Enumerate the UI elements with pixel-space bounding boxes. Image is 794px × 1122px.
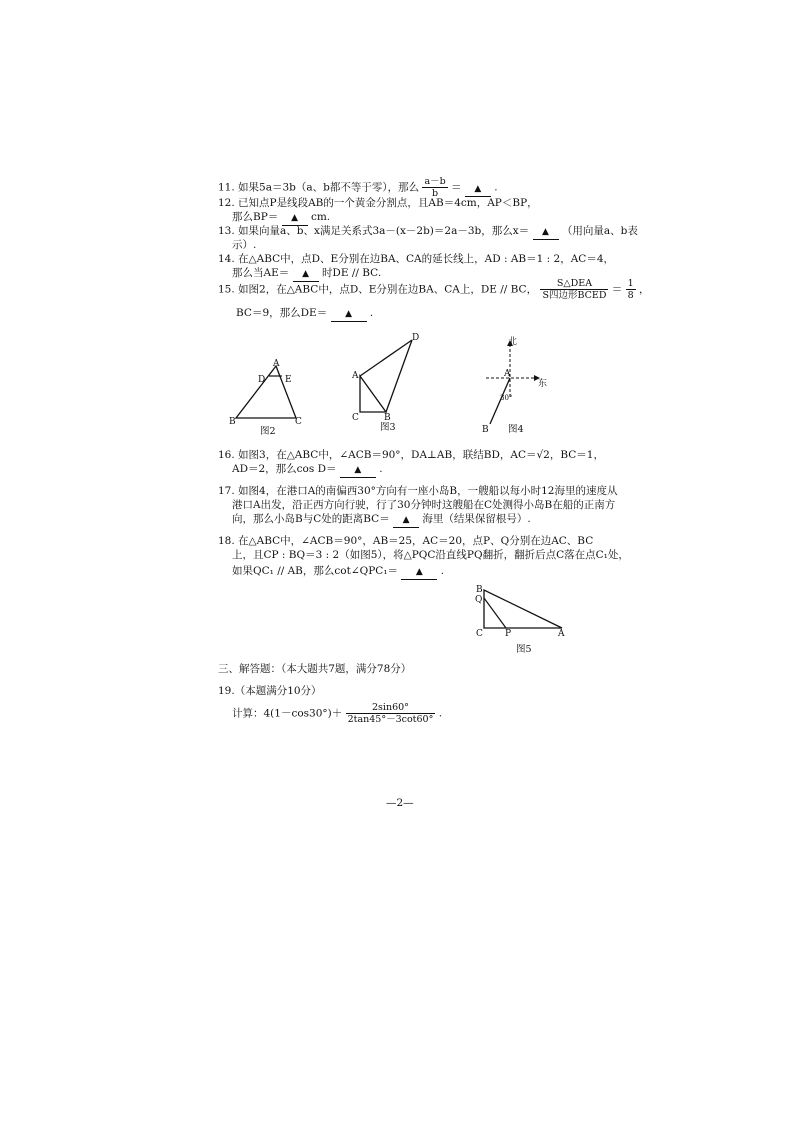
fig5-caption: 图5: [516, 644, 532, 655]
q11-text: 11. 如果5a＝3b（a、b都不等于零），那么: [218, 181, 420, 194]
fig5-label-p: P: [505, 629, 512, 639]
q17-line1: 17. 如图4，在港口A的南偏西30°方向有一座小岛B，一艘船以每小时12海里的速度从: [218, 485, 618, 497]
q15-ratio-fraction: [626, 278, 636, 301]
q15-line2-pre: BC＝9，那么DE＝: [236, 307, 328, 319]
q15-frac2-den: 8: [627, 290, 634, 301]
fig3-segment-bd: [386, 340, 412, 412]
fig3-label-d: D: [412, 333, 420, 343]
fig2-label-b: B: [229, 417, 236, 427]
figure-5: [472, 584, 572, 656]
question-15-line2: [236, 306, 373, 322]
q13-post: （用向量a、b表: [561, 225, 638, 237]
q17-post: 海里（结果保留根号）.: [422, 513, 531, 525]
question-18-line1: [218, 534, 593, 548]
q12-pre: 那么BP＝: [232, 211, 279, 223]
q19-post: .: [438, 707, 443, 720]
fig5-segment-pq: [484, 598, 506, 628]
q18-answer-blank: ▲: [401, 565, 437, 580]
question-13-line2: [232, 238, 256, 252]
fig5-label-a: A: [558, 629, 565, 639]
q15-eq: ＝: [611, 283, 623, 296]
q14-text: 14. 在△ABC中，点D、E分别在边BA、CA的延长线上，AD : AB＝1 : 2，AC＝4，: [218, 253, 615, 265]
section-3-text: 三、解答题：（本大题共7题，满分78分）: [218, 663, 412, 675]
question-18-line3: [232, 564, 444, 580]
q15-comma: ，: [639, 283, 650, 296]
fig4-label-b: B: [482, 425, 489, 435]
q15-frac1-num: S△DEA: [540, 278, 608, 290]
q13-line2: 示）.: [232, 239, 257, 251]
section-3-title: [218, 662, 411, 676]
figure-4: [476, 336, 556, 436]
q18-pre: 如果QC₁ // AB，那么cot∠QPC₁＝: [232, 565, 399, 577]
fig2-triangle: [236, 366, 296, 418]
q11-answer-blank: ▲: [465, 182, 491, 197]
q17-answer-blank: ▲: [393, 513, 419, 528]
q14-pre: 那么当AE＝: [232, 267, 290, 279]
q14-answer-blank: ▲: [293, 267, 319, 282]
fig3-segment-ad: [360, 340, 412, 376]
q15-area-fraction: [540, 278, 608, 301]
q12-post: cm.: [310, 211, 331, 223]
fig2-label-c: C: [295, 417, 302, 427]
fig4-label-a: A: [504, 369, 511, 379]
q13-answer-blank: ▲: [533, 225, 559, 240]
q13-pre: 13. 如果向量a、b、x满足关系式3a－(x－2b)＝2a－3b，那么x＝: [218, 225, 530, 237]
q19-denominator: 2tan45°－3cot60°: [347, 714, 434, 725]
q18-line2: 上，且CP : BQ＝3 : 2（如图5），将△PQC沿直线PQ翻折，翻折后点C落在点C₁处，: [232, 549, 629, 561]
q15-frac2-num: 1: [627, 278, 634, 289]
fig5-label-q: Q: [475, 595, 483, 605]
q15-frac1-den: S四边形BCED: [542, 290, 607, 301]
fig5-label-c: C: [476, 629, 483, 639]
q16-text: 16. 如图3，在△ABC中，∠ACB＝90°，DA⊥AB，联结BD，AC＝√2，BC＝1，: [218, 449, 604, 461]
question-19-title: [218, 684, 322, 698]
q17-pre: 向，那么小岛B与C处的距离BC＝: [232, 513, 390, 525]
fig2-label-a: A: [273, 359, 280, 369]
fig3-label-c: C: [352, 413, 359, 423]
q11-end: .: [494, 181, 498, 194]
q11-denominator: b: [432, 188, 439, 199]
question-16-line1: [218, 448, 604, 462]
fig4-label-east: 东: [538, 379, 548, 389]
figure-3: [346, 330, 426, 434]
question-12-line1: [218, 196, 538, 210]
page-number-text: —2—: [386, 797, 414, 809]
q18-post: .: [440, 565, 445, 577]
fig2-label-d: D: [258, 375, 266, 385]
q16-pre: AD＝2，那么cos D＝: [232, 463, 337, 475]
question-18-line2: [232, 548, 629, 562]
q18-line1: 18. 在△ABC中，∠ACB＝90°，AB＝25，AC＝20，点P、Q分别在边AC、BC: [218, 535, 594, 547]
q15-answer-blank: ▲: [331, 307, 367, 322]
q16-post: .: [379, 463, 383, 475]
question-16-line2: [232, 462, 383, 478]
q14-post: 时DE // BC.: [321, 267, 382, 279]
fig5-triangle: [484, 590, 562, 628]
fig4-angle-label: 30°: [500, 394, 513, 402]
q19-fraction: [346, 702, 436, 725]
q16-answer-blank: ▲: [340, 463, 376, 478]
fig2-caption: 图2: [260, 426, 276, 437]
q11-eq: ＝: [451, 181, 462, 194]
question-17-line3: [232, 512, 531, 528]
fig4-caption: 图4: [508, 424, 524, 435]
page-number: [386, 796, 414, 810]
fig3-caption: 图3: [380, 422, 396, 433]
fig3-label-b: B: [384, 413, 391, 423]
figure-2: [228, 358, 308, 438]
fig4-label-north: 北: [508, 337, 518, 347]
question-17-line2: [232, 498, 615, 512]
q12-text: 12. 已知点P是线段AB的一个黄金分割点，且AB＝4cm，AP＜BP，: [218, 197, 538, 209]
question-14-line1: [218, 252, 614, 266]
q19-numerator: 2sin60°: [346, 702, 436, 714]
question-17-line1: [218, 484, 618, 498]
fig2-label-e: E: [285, 375, 292, 385]
question-19-expression: [232, 702, 442, 725]
fig5-label-b: B: [476, 585, 483, 595]
fig3-label-a: A: [352, 371, 359, 381]
fig3-triangle-abc: [360, 376, 386, 412]
q19-title-text: 19.（本题满分10分）: [218, 685, 322, 697]
q15-pre: 15. 如图2，在△ABC中，点D、E分别在边BA、CA上，DE // BC，: [218, 283, 538, 296]
q17-line2: 港口A出发，沿正西方向行驶，行了30分钟时这艘船在C处测得小岛B在船的正南方: [232, 499, 616, 511]
q19-pre: 计算：4(1－cos30°)＋: [232, 707, 343, 720]
q11-numerator: a－b: [424, 176, 446, 187]
q15-line2-post: .: [369, 307, 374, 319]
q12-answer-blank: ▲: [282, 211, 308, 226]
question-13-line1: [218, 224, 638, 240]
question-15-line1: [218, 278, 650, 301]
